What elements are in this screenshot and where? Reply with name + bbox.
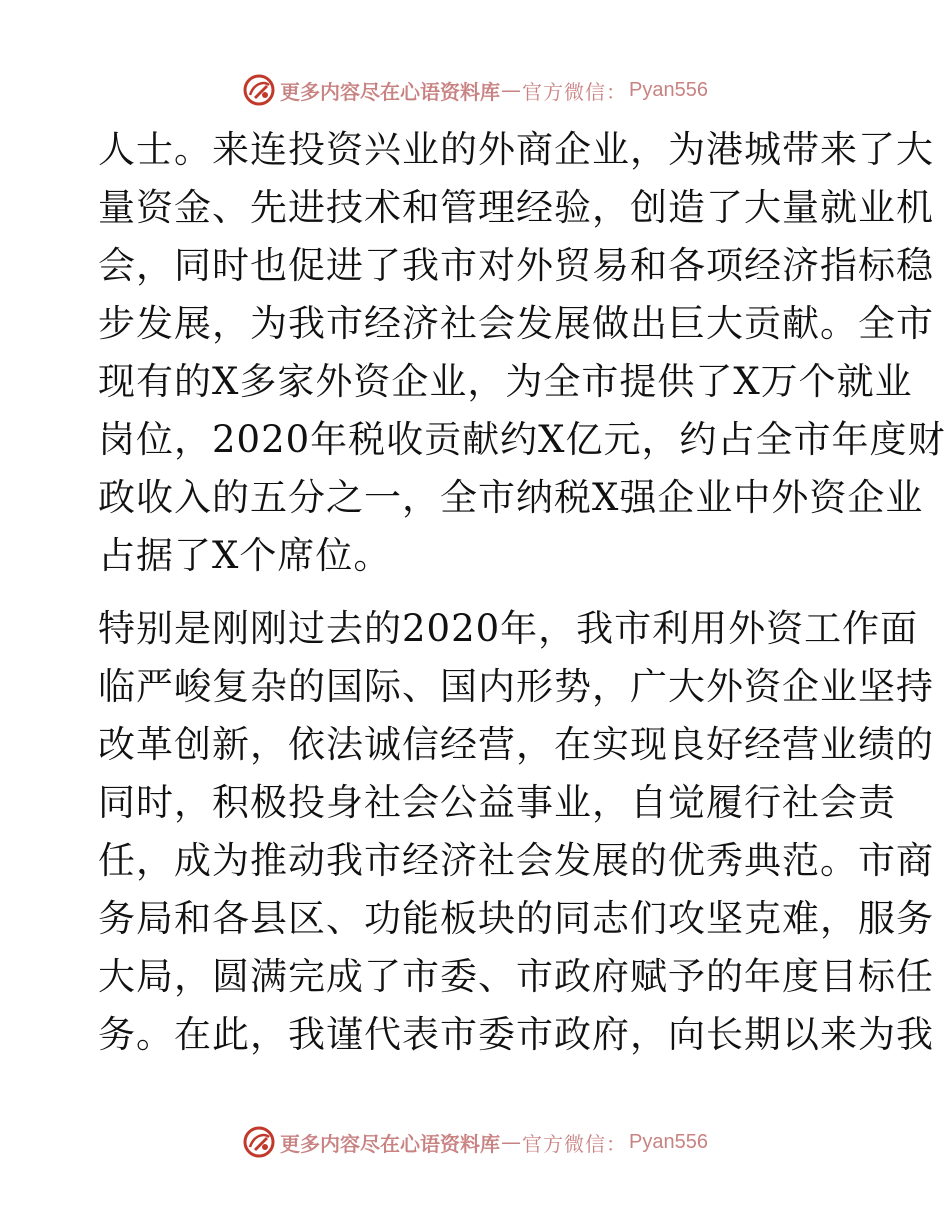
text-line: 现有的X多家外资企业，为全市提供了X万个就业 (98, 360, 913, 403)
paragraph-1 (98, 121, 946, 585)
footer-banner (0, 1122, 950, 1162)
text-line: 务局和各县区、功能板块的同志们攻坚克难，服务 (98, 897, 934, 940)
text-line: 任，成为推动我市经济社会发展的优秀典范。市商 (98, 839, 934, 882)
header-wechat-label: 官方微信： (522, 79, 628, 104)
header-site-name: 更多内容尽在心语资料库 (280, 79, 501, 104)
text-line: 量资金、先进技术和管理经验，创造了大量就业机 (98, 186, 934, 229)
footer-wechat-label: 官方微信： (522, 1131, 628, 1156)
footer-wechat-id: Pyan556 (629, 1130, 708, 1153)
text-line: 政收入的五分之一，全市纳税X强企业中外资企业 (98, 476, 924, 519)
text-line: 务。在此，我谨代表市委市政府，向长期以来为我 (98, 1013, 934, 1056)
text-line: 会，同时也促进了我市对外贸易和各项经济指标稳 (98, 244, 934, 287)
text-line: 占据了X个席位。 (98, 534, 392, 577)
text-line: 临严峻复杂的国际、国内形势，广大外资企业坚持 (98, 665, 934, 708)
text-line: 人士。来连投资兴业的外商企业，为港城带来了大 (98, 128, 934, 171)
document-body (98, 121, 946, 1064)
header-banner (0, 70, 950, 110)
text-line: 改革创新，依法诚信经营，在实现良好经营业绩的 (98, 723, 934, 766)
header-separator: — (501, 78, 522, 102)
paragraph-2 (98, 600, 934, 1064)
header-wechat-id: Pyan556 (629, 78, 708, 101)
footer-site-name: 更多内容尽在心语资料库 (280, 1131, 501, 1156)
text-line: 同时，积极投身社会公益事业，自觉履行社会责 (98, 781, 896, 824)
brand-logo-icon (242, 1125, 276, 1159)
text-line: 大局，圆满完成了市委、市政府赋予的年度目标任 (98, 955, 934, 998)
text-line: 特别是刚刚过去的2020年，我市利用外资工作面 (98, 607, 919, 650)
brand-logo-icon (242, 73, 276, 107)
text-line: 岗位，2020年税收贡献约X亿元，约占全市年度财 (98, 418, 946, 461)
text-line: 步发展，为我市经济社会发展做出巨大贡献。全市 (98, 302, 934, 345)
footer-separator: — (501, 1130, 522, 1154)
